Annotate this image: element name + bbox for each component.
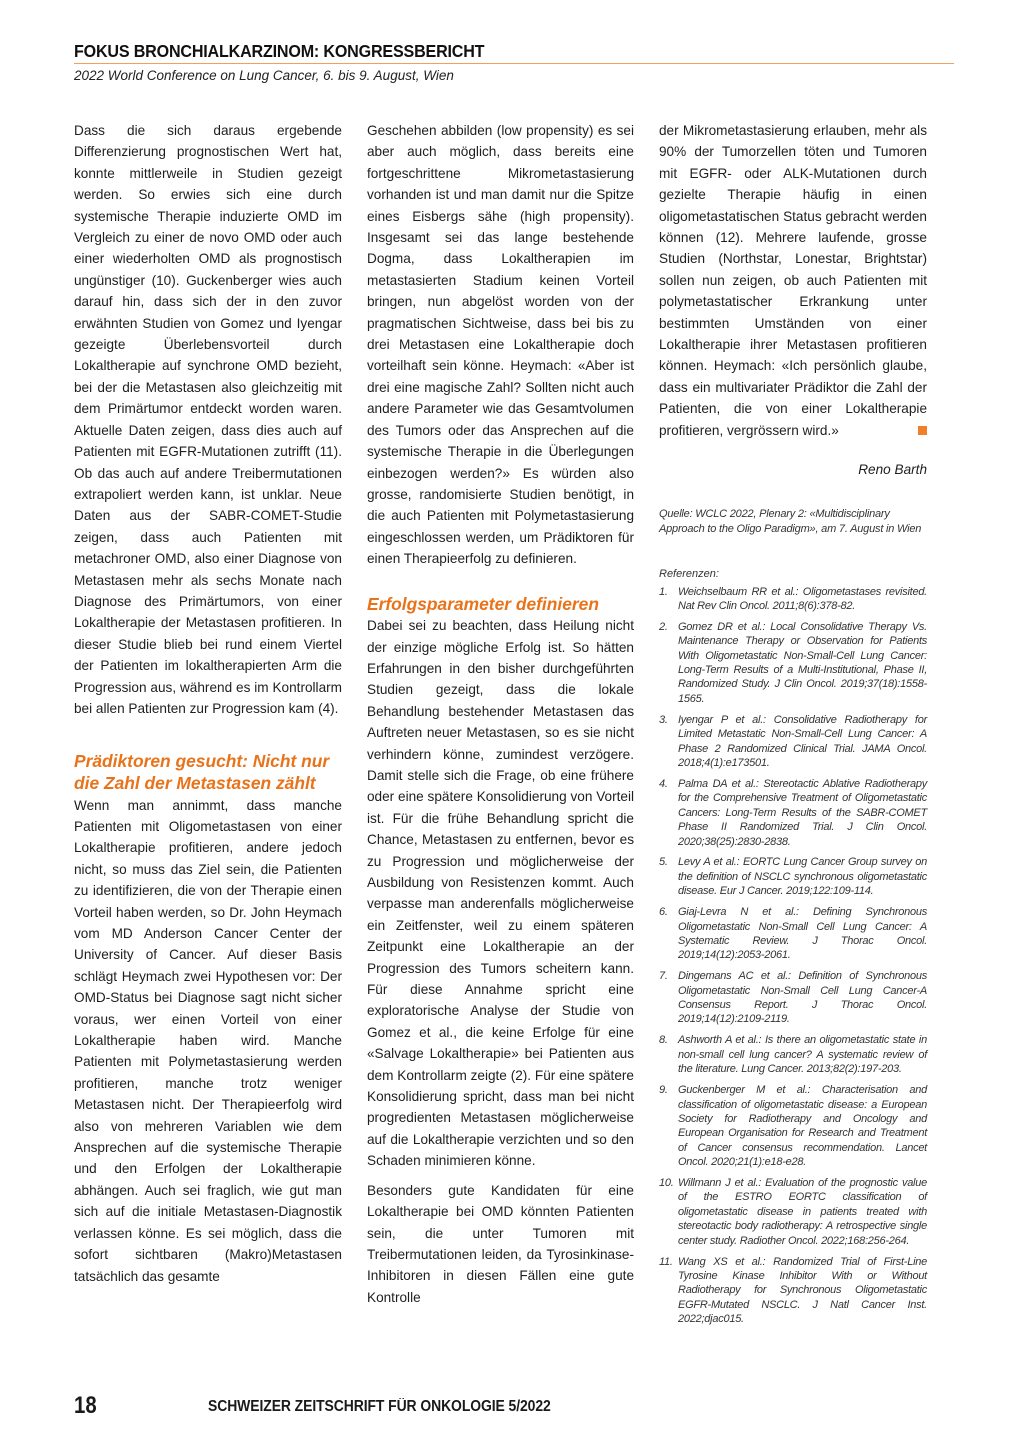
reference-item bbox=[659, 777, 927, 849]
reference-item bbox=[659, 713, 927, 771]
reference-number: 6. bbox=[659, 906, 668, 919]
conference-subtitle: 2022 World Conference on Lung Cancer, 6. bis 9. August, Wien bbox=[74, 68, 454, 83]
reference-number: 9. bbox=[659, 1084, 668, 1097]
reference-number: 4. bbox=[659, 777, 668, 790]
page-header bbox=[74, 40, 954, 83]
paragraph: Wenn man annimmt, dass manche Patienten mit Oligometastasen von einer Lokaltherapie profitieren, andere jedoch nicht, so muss das Ziel sein, die Patienten zu identifizieren, die von der Therapie einen Vorteil haben werden, so Dr. John Heymach vom MD Anderson Cancer Center der University of Cancer. Auf dieser Basis schlägt Heymach zwei Hypothesen vor: Der OMD-Status bei Diagnose sagt nicht sicher voraus, wer einen Vorteil von einer Lokaltherapie haben wird. Manche Patienten mit Polymetastasierung werden profitieren, manche trotz weniger Metastasen nicht. Der Therapieerfolg wird also von mehreren Variablen wie dem Ansprechen auf die systemische Therapie und den Erfolgen der Lokaltherapie abhängen. Auch sei fraglich, wie gut man sich auf die initiale Metastasen-Diagnostik verlassen könne. Es sei möglich, dass die sofort sichtbaren (Makro)Metastasen tatsächlich das gesamte bbox=[74, 797, 342, 1284]
reference-item bbox=[659, 1083, 927, 1169]
reference-number: 1. bbox=[659, 585, 668, 598]
reference-item bbox=[659, 1176, 927, 1248]
author: Reno Barth bbox=[858, 462, 927, 478]
reference-text: Weichselbaum RR et al.: Oligometastases revisited. Nat Rev Clin Oncol. 2011;8(6):378-82. bbox=[678, 585, 927, 612]
reference-text: Dingemans AC et al.: Definition of Synchronous Oligometastatic Non-Small Cell Lung Cancer-A Consensus Report. J Thorac Oncol. 2019;14(12):2109-2119. bbox=[678, 970, 927, 1026]
references-list bbox=[659, 585, 927, 1327]
source-note: Quelle: WCLC 2022, Plenary 2: «Multidisciplinary Approach to the Oligo Paradigm», am 7. August in Wien bbox=[659, 507, 922, 535]
paragraph: Dass die sich daraus ergebende Differenzierung prognostischen Wert hat, konnte mittlerweile in Studien gezeigt werden. So erwies sich eine durch systemische Therapie induzierte OMD im Vergleich zu einer de novo OMD oder auch einer wiederholten OMD als prognostisch ungünstiger (10). Guckenberger wies auch darauf hin, dass sich der in den zuvor erwähnten Studien von Gomez und Iyengar gezeigte Überlebensvorteil durch Lokaltherapie auf synchrone OMD bezieht, bei der die Metastasen also gleichzeitig mit dem Primärtumor entdeckt worden waren. Aktuelle Daten zeigen, dass dies auch auf Patienten mit EGFR-Mutationen zutrifft (11). Ob das auch auf andere Treibermutationen extrapoliert werden kann, ist unklar. Neue Daten aus der SABR-COMET-Studie zeigen, dass auch Patienten mit metachroner OMD, also einer Diagnose von Metastasen mehr als sechs Monate nach Diagnose des Primärtumors, von einer Lokaltherapie der Metastasen profitieren. In dieser Studie blieb bei rund einem Viertel der Patienten im lokaltherapierten Arm die Progression aus, während es im Kontrollarm bei allen Patienten zur Progression kam (4). bbox=[74, 123, 342, 716]
journal-name: SCHWEIZER ZEITSCHRIFT FÜR ONKOLOGIE 5/2022 bbox=[208, 1398, 551, 1415]
reference-text: Willmann J et al.: Evaluation of the prognostic value of the ESTRO EORTC classification of oligometastatic disease in patients treated with stereotactic body radiotherapy: A retrospective single center study. Radiother Oncol. 2022;168:256-264. bbox=[678, 1177, 927, 1247]
end-mark-icon bbox=[918, 426, 927, 435]
paragraph: Geschehen abbilden (low propensity) es sei aber auch möglich, dass bereits eine fortgeschrittene Mikrometastasierung vorhanden ist und man damit nur die Spitze eines Eisbergs sähe (high propensity). Insgesamt sei das lange bestehende Dogma, dass Lokaltherapien im metastasierten Stadium keinen Vorteil bringen, nun abgelöst worden von der pragmatischen Sichtweise, dass bei bis zu drei Metastasen eine Lokaltherapie doch vorteilhaft sein könne. Heymach: «Aber ist drei eine magische Zahl? Sollten nicht auch andere Parameter wie das Gesamtvolumen des Tumors oder das Ansprechen auf die systemische Therapie in die Überlegungen einbezogen werden?» Es würden also grosse, randomisierte Studien benötigt, in die auch Patienten mit Polymetastasierung eingeschlossen werden, um Prädiktoren für einen Therapieerfolg zu definieren. bbox=[367, 123, 634, 567]
section-title: FOKUS BRONCHIALKARZINOM: KONGRESSBERICHT bbox=[74, 41, 485, 61]
reference-text: Gomez DR et al.: Local Consolidative Therapy Vs. Maintenance Therapy or Observation for Patients With Oligometastatic Non-Small-Cell Lung Cancer: Long-Term Results of a Multi-Institutional, Phase II, Randomized Study. J Clin Oncol. 2019;37(18):1558-1565. bbox=[678, 620, 927, 705]
reference-number: 8. bbox=[659, 1034, 668, 1047]
paragraph: Dabei sei zu beachten, dass Heilung nicht der einzige mögliche Erfolg ist. So hätten Erfahrungen in den bisher durchgeführten Studien gezeigt, dass die lokale Behandlung bestehender Metastasen das Auftreten neuer Metastasen, so es sie nicht verhindern könne, zumindest verzögere. Damit stelle sich die Frage, ob eine frühere oder eine spätere Konsolidierung von Vorteil ist. Für die frühe Behandlung spricht die Chance, Metastasen zu entfernen, bevor es zu Progression und möglicherweise der Ausbildung von Resistenzen kommt. Auch verpasse man anderenfalls möglicherweise ein Zeitfenster, weil zu einem späteren Zeitpunkt eine Lokaltherapie an der Progression des Tumors scheitern kann. Für diese Annahme spricht eine exploratorische Analyse der Studie von Gomez et al., die keine Erfolge für eine «Salvage Lokaltherapie» bei Patienten aus dem Kontrollarm zeigte (2). Für eine spätere Konsolidierung spricht, dass man bei nicht progredienten Metastasen möglicherweise auf die Lokaltherapie verzichten und so den Schaden minimieren könne. bbox=[367, 618, 634, 1169]
reference-text: Ashworth A et al.: Is there an oligometastatic state in non-small cell lung cancer? A systematic review of the literature. Lung Cancer. 2013;82(2):197-203. bbox=[678, 1034, 927, 1076]
column-2 bbox=[367, 120, 634, 1308]
reference-number: 10. bbox=[659, 1177, 674, 1190]
reference-item bbox=[659, 1255, 927, 1327]
reference-item bbox=[659, 969, 927, 1027]
reference-number: 2. bbox=[659, 620, 668, 633]
reference-text: Iyengar P et al.: Consolidative Radiotherapy for Limited Metastatic Non-Small-Cell Lung Cancer: A Phase 2 Randomized Clinical Trial. JAMA Oncol. 2018;4(1):e173501. bbox=[678, 713, 927, 769]
reference-number: 5. bbox=[659, 856, 668, 869]
page-number: 18 bbox=[74, 1392, 97, 1419]
page-footer bbox=[74, 1392, 954, 1422]
subheading-erfolgsparameter: Erfolgsparameter definieren bbox=[367, 593, 599, 614]
reference-text: Wang XS et al.: Randomized Trial of First-Line Tyrosine Kinase Inhibitor With or Without Radiotherapy for Synchronous Oligometastatic EGFR-Mutated NSCLC. J Natl Cancer Inst. 2022;djac015. bbox=[678, 1255, 927, 1326]
reference-text: Levy A et al.: EORTC Lung Cancer Group survey on the definition of NSCLC synchronous oligometastatic disease. Eur J Cancer. 2019;122:109-114. bbox=[678, 856, 927, 898]
references-heading: Referenzen: bbox=[659, 567, 719, 580]
paragraph bbox=[659, 120, 927, 441]
reference-text: Giaj-Levra N et al.: Defining Synchronous Oligometastatic Non-Small Cell Lung Cancer: A Systematic Review. J Thorac Oncol. 2019;14(12):2053-2061. bbox=[678, 906, 927, 962]
reference-number: 3. bbox=[659, 713, 668, 726]
reference-item bbox=[659, 855, 927, 898]
header-rule bbox=[74, 63, 954, 64]
reference-item bbox=[659, 905, 927, 963]
reference-text: Palma DA et al.: Stereotactic Ablative Radiotherapy for the Comprehensive Treatment of Oligometastatic Cancers: Long-Term Results of the SABR-COMET Phase II Randomized Trial. J Clin Oncol. 2020;38(25):2830-2838. bbox=[678, 777, 927, 848]
column-3 bbox=[659, 120, 927, 1333]
reference-text: Guckenberger M et al.: Characterisation and classification of oligometastatic disease: a European Society for Radiotherapy and Oncology and European Organisation for Research and Treatment of Cancer consensus recommendation. Lancet Oncol. 2020;21(1):e18-e28. bbox=[678, 1084, 927, 1169]
paragraph-text: der Mikrometastasierung erlauben, mehr als 90% der Tumorzellen töten und Tumoren mit EGFR- oder ALK-Mutationen durch gezielte Therapie häufig in einen oligometastatischen Status gebracht werden können (12). Mehrere laufende, grosse Studien (Northstar, Lonestar, Brightstar) sollen nun zeigen, ob auch Patienten mit polymetastatischer Erkrankung unter bestimmten Umständen von einer Lokaltherapie ihrer Metastasen profitieren können. Heymach: «Ich persönlich glaube, dass ein multivariater Prädiktor die Zahl der Patienten, die von einer Lokaltherapie profitieren, vergrössern wird.» bbox=[659, 123, 927, 438]
reference-number: 11. bbox=[659, 1255, 673, 1268]
paragraph: Besonders gute Kandidaten für eine Lokaltherapie bei OMD könnten Patienten sein, die unter Tumoren mit Treibermutationen leiden, da Tyrosinkinase-Inhibitoren in diesen Fällen eine gute Kontrolle bbox=[367, 1182, 634, 1305]
reference-item bbox=[659, 585, 927, 614]
reference-number: 7. bbox=[659, 970, 668, 983]
subheading-praediktoren: Prädiktoren gesucht: Nicht nur die Zahl der Metastasen zählt bbox=[74, 751, 330, 793]
reference-item bbox=[659, 620, 927, 706]
column-1 bbox=[74, 120, 342, 1287]
reference-item bbox=[659, 1033, 927, 1076]
